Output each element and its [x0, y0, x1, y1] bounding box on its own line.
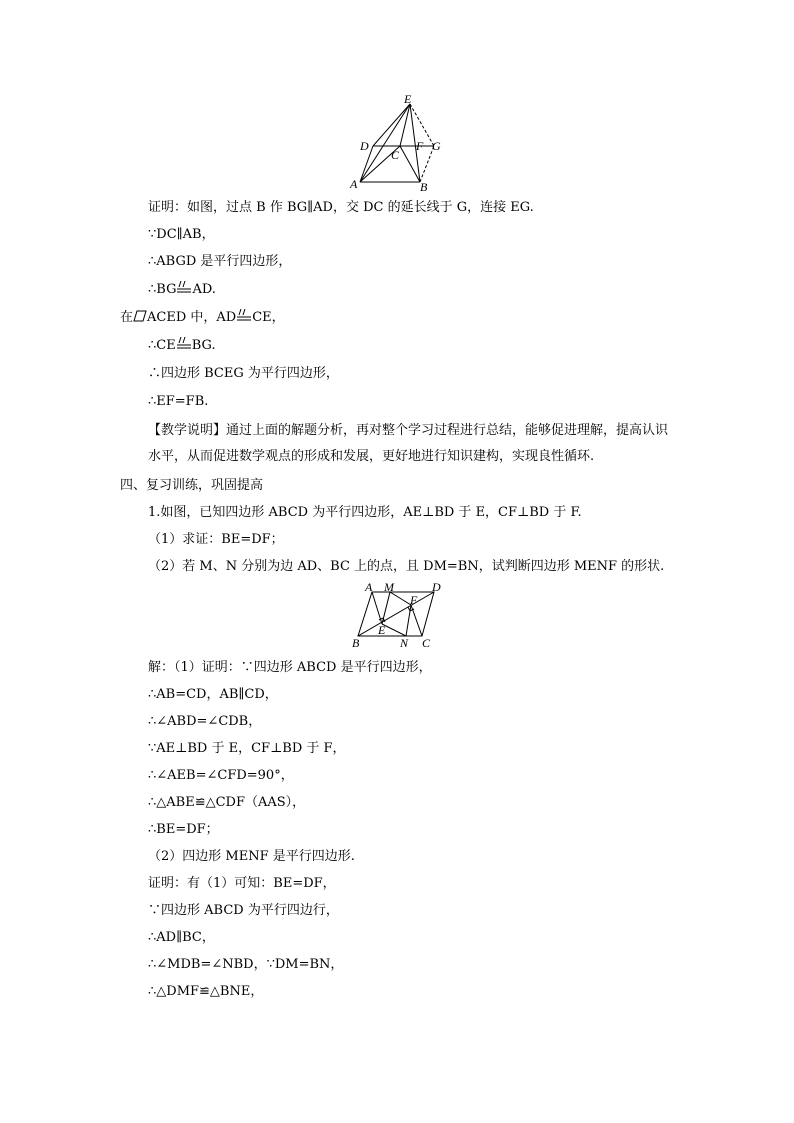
segment-NF [406, 605, 411, 636]
parallel-equal-symbol [236, 308, 252, 322]
label-C: C [422, 636, 431, 650]
proof1-text: ACED 中，AD [147, 310, 237, 325]
proof1-line-4 [148, 280, 216, 300]
label-A: A [365, 580, 373, 594]
parallel-equal-symbol [176, 336, 192, 350]
proof1-line-8: ∴EF=FB. [148, 394, 209, 409]
label-E: E [404, 92, 412, 106]
figure-parallelogram-2 [350, 580, 446, 650]
solution-line-2: ∴AB=CD，AB∥CD， [148, 687, 278, 702]
section-4-title: 四、复习训练，巩固提高 [120, 478, 264, 493]
problem1-part2: （2）若 M、N 分别为边 AD、BC 上的点，且 DM=BN，试判断四边形 MENF 的形状. [148, 559, 665, 574]
proof1-line-3: ∴ABGD 是平行四边形， [148, 254, 292, 269]
figure-parallelogram-1 [340, 88, 450, 194]
segment-NE [382, 624, 406, 636]
teaching-note-text: 通过上面的解题分析，再对整个学习过程进行总结，能够促进理解，提高认识水平，从而促进数学观点的形成和发展，更好地进行知识建构，实现良性循环. [148, 423, 669, 464]
solution-line-5: ∴∠AEB=∠CFD=90°， [148, 768, 294, 783]
label-F: F [416, 139, 424, 153]
solution-line-12: ∴∠MDB=∠NBD，∵DM=BN， [148, 957, 344, 972]
solution-line-13: ∴△DMF≌△BNE， [148, 984, 264, 999]
label-M: M [384, 580, 394, 594]
proof1-text: BG. [191, 338, 216, 353]
proof1-line-7: ∴四边形 BCEG 为平行四边形， [148, 366, 339, 381]
proof1-text: ∴BG [148, 282, 177, 297]
label-F: F [410, 593, 418, 607]
proof1-line-5 [120, 308, 285, 328]
parallel-equal-symbol [176, 280, 192, 294]
label-E: E [378, 623, 386, 637]
proof1-text: CE， [252, 310, 285, 325]
solution-line-1: 解：（1）证明：∵四边形 ABCD 是平行四边形， [148, 660, 432, 675]
solution-line-11: ∴AD∥BC， [148, 930, 215, 945]
proof1-line-1: 证明：如图，过点 B 作 BG∥AD，交 DC 的延长线于 G，连接 EG. [148, 200, 534, 215]
solution-line-10: ∵四边形 ABCD 为平行四边行， [148, 903, 339, 918]
solution-line-9: 证明：有（1）可知：BE=DF， [148, 876, 336, 891]
label-D: D [432, 580, 441, 594]
proof1-text: AD. [192, 282, 216, 297]
label-D: D [360, 139, 369, 153]
solution-line-3: ∴∠ABD=∠CDB， [148, 714, 262, 729]
solution-line-8: （2）四边形 MENF 是平行四边形. [148, 849, 355, 864]
teaching-note-tag: 【教学说明】 [148, 423, 227, 438]
proof1-text: 在 [120, 310, 134, 325]
label-B: B [352, 636, 360, 650]
solution-line-6: ∴△ABE≌△CDF（AAS）， [148, 795, 306, 810]
proof1-text: ∴CE [148, 338, 176, 353]
problem1-part1: （1）求证：BE=DF； [148, 532, 284, 547]
label-B: B [420, 180, 428, 194]
label-A: A [350, 177, 358, 191]
label-C: C [391, 148, 400, 162]
proof1-line-2: ∵DC∥AB， [148, 227, 215, 242]
solution-line-7: ∴BE=DF； [148, 822, 219, 837]
label-G: G [432, 139, 441, 153]
solution-line-4: ∵AE⊥BD 于 E，CF⊥BD 于 F， [148, 741, 346, 756]
segment-DE [373, 104, 410, 146]
label-N: N [400, 636, 409, 650]
proof1-line-6 [148, 336, 216, 356]
problem1-stem: 1.如图，已知四边形 ABCD 为平行四边形，AE⊥BD 于 E，CF⊥BD 于 F. [148, 505, 582, 520]
teaching-note [120, 418, 680, 470]
parallelogram-symbol [133, 309, 147, 321]
